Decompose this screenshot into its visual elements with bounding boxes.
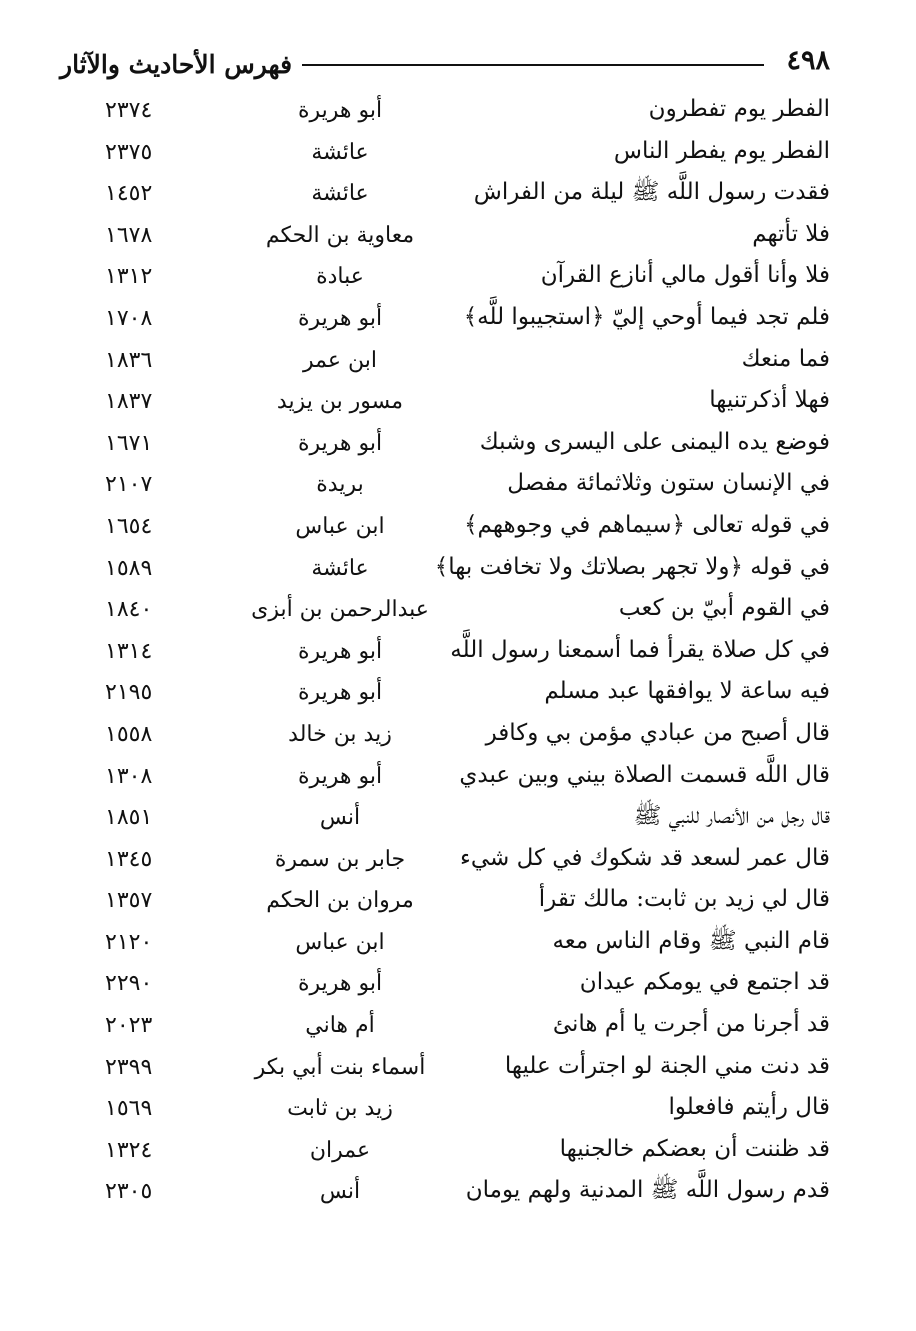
- hadith-text: قال اللَّه قسمت الصلاة بيني وبين عبدي: [459, 761, 830, 788]
- index-entry: [105, 1003, 830, 1045]
- index-entry: [105, 421, 830, 463]
- hadith-number: ١٣٥٧: [105, 888, 153, 914]
- index-entry: [105, 878, 830, 920]
- index-entry: [105, 296, 830, 338]
- narrator-name: بريدة: [316, 472, 364, 498]
- index-entry: [105, 462, 830, 504]
- hadith-text: فوضع يده اليمنى على اليسرى وشبك: [479, 428, 830, 455]
- narrator-name: أبو هريرة: [297, 638, 383, 664]
- hadith-text: فيه ساعة لا يوافقها عبد مسلم: [544, 678, 830, 705]
- hadith-text: قال أصبح من عبادي مؤمن بي وكافر: [485, 719, 830, 746]
- hadith-text: في كل صلاة يقرأ فما أسمعنا رسول اللَّه: [450, 636, 830, 663]
- hadith-number: ١٦٧١: [105, 430, 153, 456]
- index-entry: [105, 587, 830, 629]
- narrator-name: أبو هريرة: [297, 98, 383, 123]
- index-entry: [105, 712, 830, 754]
- hadith-text: فلم تجد فيما أوحي إليّ ﴿استجيبوا للَّه﴾: [463, 303, 830, 330]
- hadith-text: قد اجتمع في يومكم عيدان: [579, 969, 830, 996]
- hadith-number: ٢١٢٠: [105, 929, 153, 955]
- narrator-name: زيد بن خالد: [288, 721, 392, 747]
- header-rule: [302, 64, 764, 66]
- hadith-number: ١٤٥٢: [105, 181, 153, 207]
- hadith-text: فقدت رسول اللَّه ﷺ ليلة من الفراش: [473, 179, 830, 206]
- hadith-text: قام النبي ﷺ وقام الناس معه: [552, 927, 830, 954]
- hadith-text: فهلا أذكرتنيها: [709, 387, 830, 414]
- hadith-number: ٢٣٠٥: [105, 1179, 153, 1205]
- index-entry: [105, 754, 830, 796]
- hadith-text: قدم رسول اللَّه ﷺ المدنية ولهم يومان: [465, 1177, 830, 1204]
- hadith-number: ٢٣٧٤: [105, 98, 153, 123]
- hadith-text: قال رأيتم فافعلوا: [668, 1094, 830, 1121]
- hadith-number: ١٣٤٥: [105, 846, 153, 872]
- hadith-text: فلا تأتهم: [752, 220, 830, 247]
- narrator-name: أم هاني: [305, 1013, 375, 1039]
- hadith-text: قد دنت مني الجنة لو اجترأت عليها: [504, 1052, 830, 1079]
- index-entry: [105, 1169, 830, 1211]
- hadith-number: ١٦٧٨: [105, 222, 153, 248]
- hadith-text: قال رجل من الأنصار للنبي ﷺ: [633, 803, 830, 830]
- index-entry: [105, 961, 830, 1003]
- index-entry: [105, 795, 830, 837]
- narrator-name: عمران: [309, 1137, 371, 1163]
- hadith-text: الفطر يوم يفطر الناس: [613, 137, 830, 164]
- hadith-number: ١٥٦٩: [105, 1096, 153, 1122]
- hadith-index-list: [105, 88, 830, 1211]
- index-entry: [105, 629, 830, 671]
- hadith-number: ١٣١٢: [105, 264, 153, 290]
- hadith-number: ١٨٤٠: [105, 597, 153, 623]
- hadith-number: ١٣١٤: [105, 638, 153, 664]
- hadith-number: ١٧٠٨: [105, 305, 153, 331]
- index-entry: [105, 88, 830, 130]
- index-entry: [105, 920, 830, 962]
- hadith-text: في قوله تعالى ﴿سيماهم في وجوههم﴾: [464, 511, 830, 538]
- hadith-text: فما منعك: [741, 345, 830, 372]
- index-entry: [105, 338, 830, 380]
- hadith-number: ١٣٢٤: [105, 1137, 153, 1163]
- narrator-name: عائشة: [311, 181, 369, 207]
- hadith-number: ١٥٨٩: [105, 555, 153, 581]
- index-entry: [105, 254, 830, 296]
- index-entry: [105, 130, 830, 172]
- narrator-name: عبدالرحمن بن أبزى: [251, 597, 429, 623]
- hadith-number: ٢٢٩٠: [105, 971, 153, 997]
- hadith-text: في قوله ﴿ولا تجهر بصلاتك ولا تخافت بها﴾: [434, 553, 830, 580]
- narrator-name: ابن عباس: [295, 513, 385, 539]
- hadith-number: ٢١٩٥: [105, 680, 153, 706]
- narrator-name: أبو هريرة: [297, 305, 383, 331]
- hadith-text: قال عمر لسعد قد شكوك في كل شيء: [460, 844, 830, 871]
- narrator-name: زيد بن ثابت: [287, 1096, 393, 1122]
- index-entry: [105, 1086, 830, 1128]
- running-title: فهرس الأحاديث والآثار: [60, 50, 293, 79]
- index-entry: [105, 1128, 830, 1170]
- hadith-number: ١٣٠٨: [105, 763, 153, 789]
- narrator-name: أبو هريرة: [297, 430, 383, 456]
- index-entry: [105, 171, 830, 213]
- narrator-name: ابن عباس: [295, 929, 385, 955]
- page-header: [60, 46, 830, 90]
- narrator-name: عبادة: [316, 264, 364, 290]
- narrator-name: أنس: [319, 805, 361, 831]
- hadith-text: الفطر يوم تفطرون: [648, 96, 830, 122]
- hadith-number: ٢٣٩٩: [105, 1054, 153, 1080]
- index-entry: [105, 837, 830, 879]
- hadith-text: فلا وأنا أقول مالي أنازع القرآن: [540, 262, 830, 289]
- narrator-name: جابر بن سمرة: [274, 846, 406, 872]
- narrator-name: عائشة: [311, 555, 369, 581]
- hadith-text: قد أجرنا من أجرت يا أم هانئ: [552, 1011, 830, 1038]
- narrator-name: أسماء بنت أبي بكر: [254, 1054, 426, 1080]
- narrator-name: مسور بن يزيد: [276, 389, 404, 415]
- narrator-name: مروان بن الحكم: [266, 888, 414, 914]
- hadith-text: في القوم أبيّ بن كعب: [618, 595, 830, 622]
- hadith-number: ١٨٥١: [105, 805, 153, 831]
- hadith-number: ٢٣٧٥: [105, 139, 153, 165]
- hadith-number: ١٥٥٨: [105, 721, 153, 747]
- narrator-name: معاوية بن الحكم: [265, 222, 415, 248]
- index-entry: [105, 504, 830, 546]
- index-entry: [105, 546, 830, 588]
- index-entry: [105, 670, 830, 712]
- hadith-text: قد ظننت أن بعضكم خالجنيها: [559, 1135, 830, 1162]
- hadith-number: ١٨٣٦: [105, 347, 153, 373]
- hadith-number: ٢١٠٧: [105, 472, 153, 498]
- hadith-number: ٢٠٢٣: [105, 1013, 153, 1039]
- narrator-name: أبو هريرة: [297, 971, 383, 997]
- narrator-name: ابن عمر: [303, 347, 377, 373]
- hadith-number: ١٦٥٤: [105, 513, 153, 539]
- hadith-number: ١٨٣٧: [105, 389, 153, 415]
- page-number: ٤٩٨: [786, 45, 830, 76]
- index-entry: [105, 213, 830, 255]
- index-entry: [105, 379, 830, 421]
- narrator-name: أنس: [319, 1179, 361, 1205]
- narrator-name: عائشة: [311, 139, 369, 165]
- narrator-name: أبو هريرة: [297, 680, 383, 706]
- hadith-text: في الإنسان ستون وثلاثمائة مفصل: [507, 470, 830, 497]
- index-entry: [105, 1045, 830, 1087]
- hadith-text: قال لي زيد بن ثابت: مالك تقرأ: [538, 886, 830, 913]
- narrator-name: أبو هريرة: [297, 763, 383, 789]
